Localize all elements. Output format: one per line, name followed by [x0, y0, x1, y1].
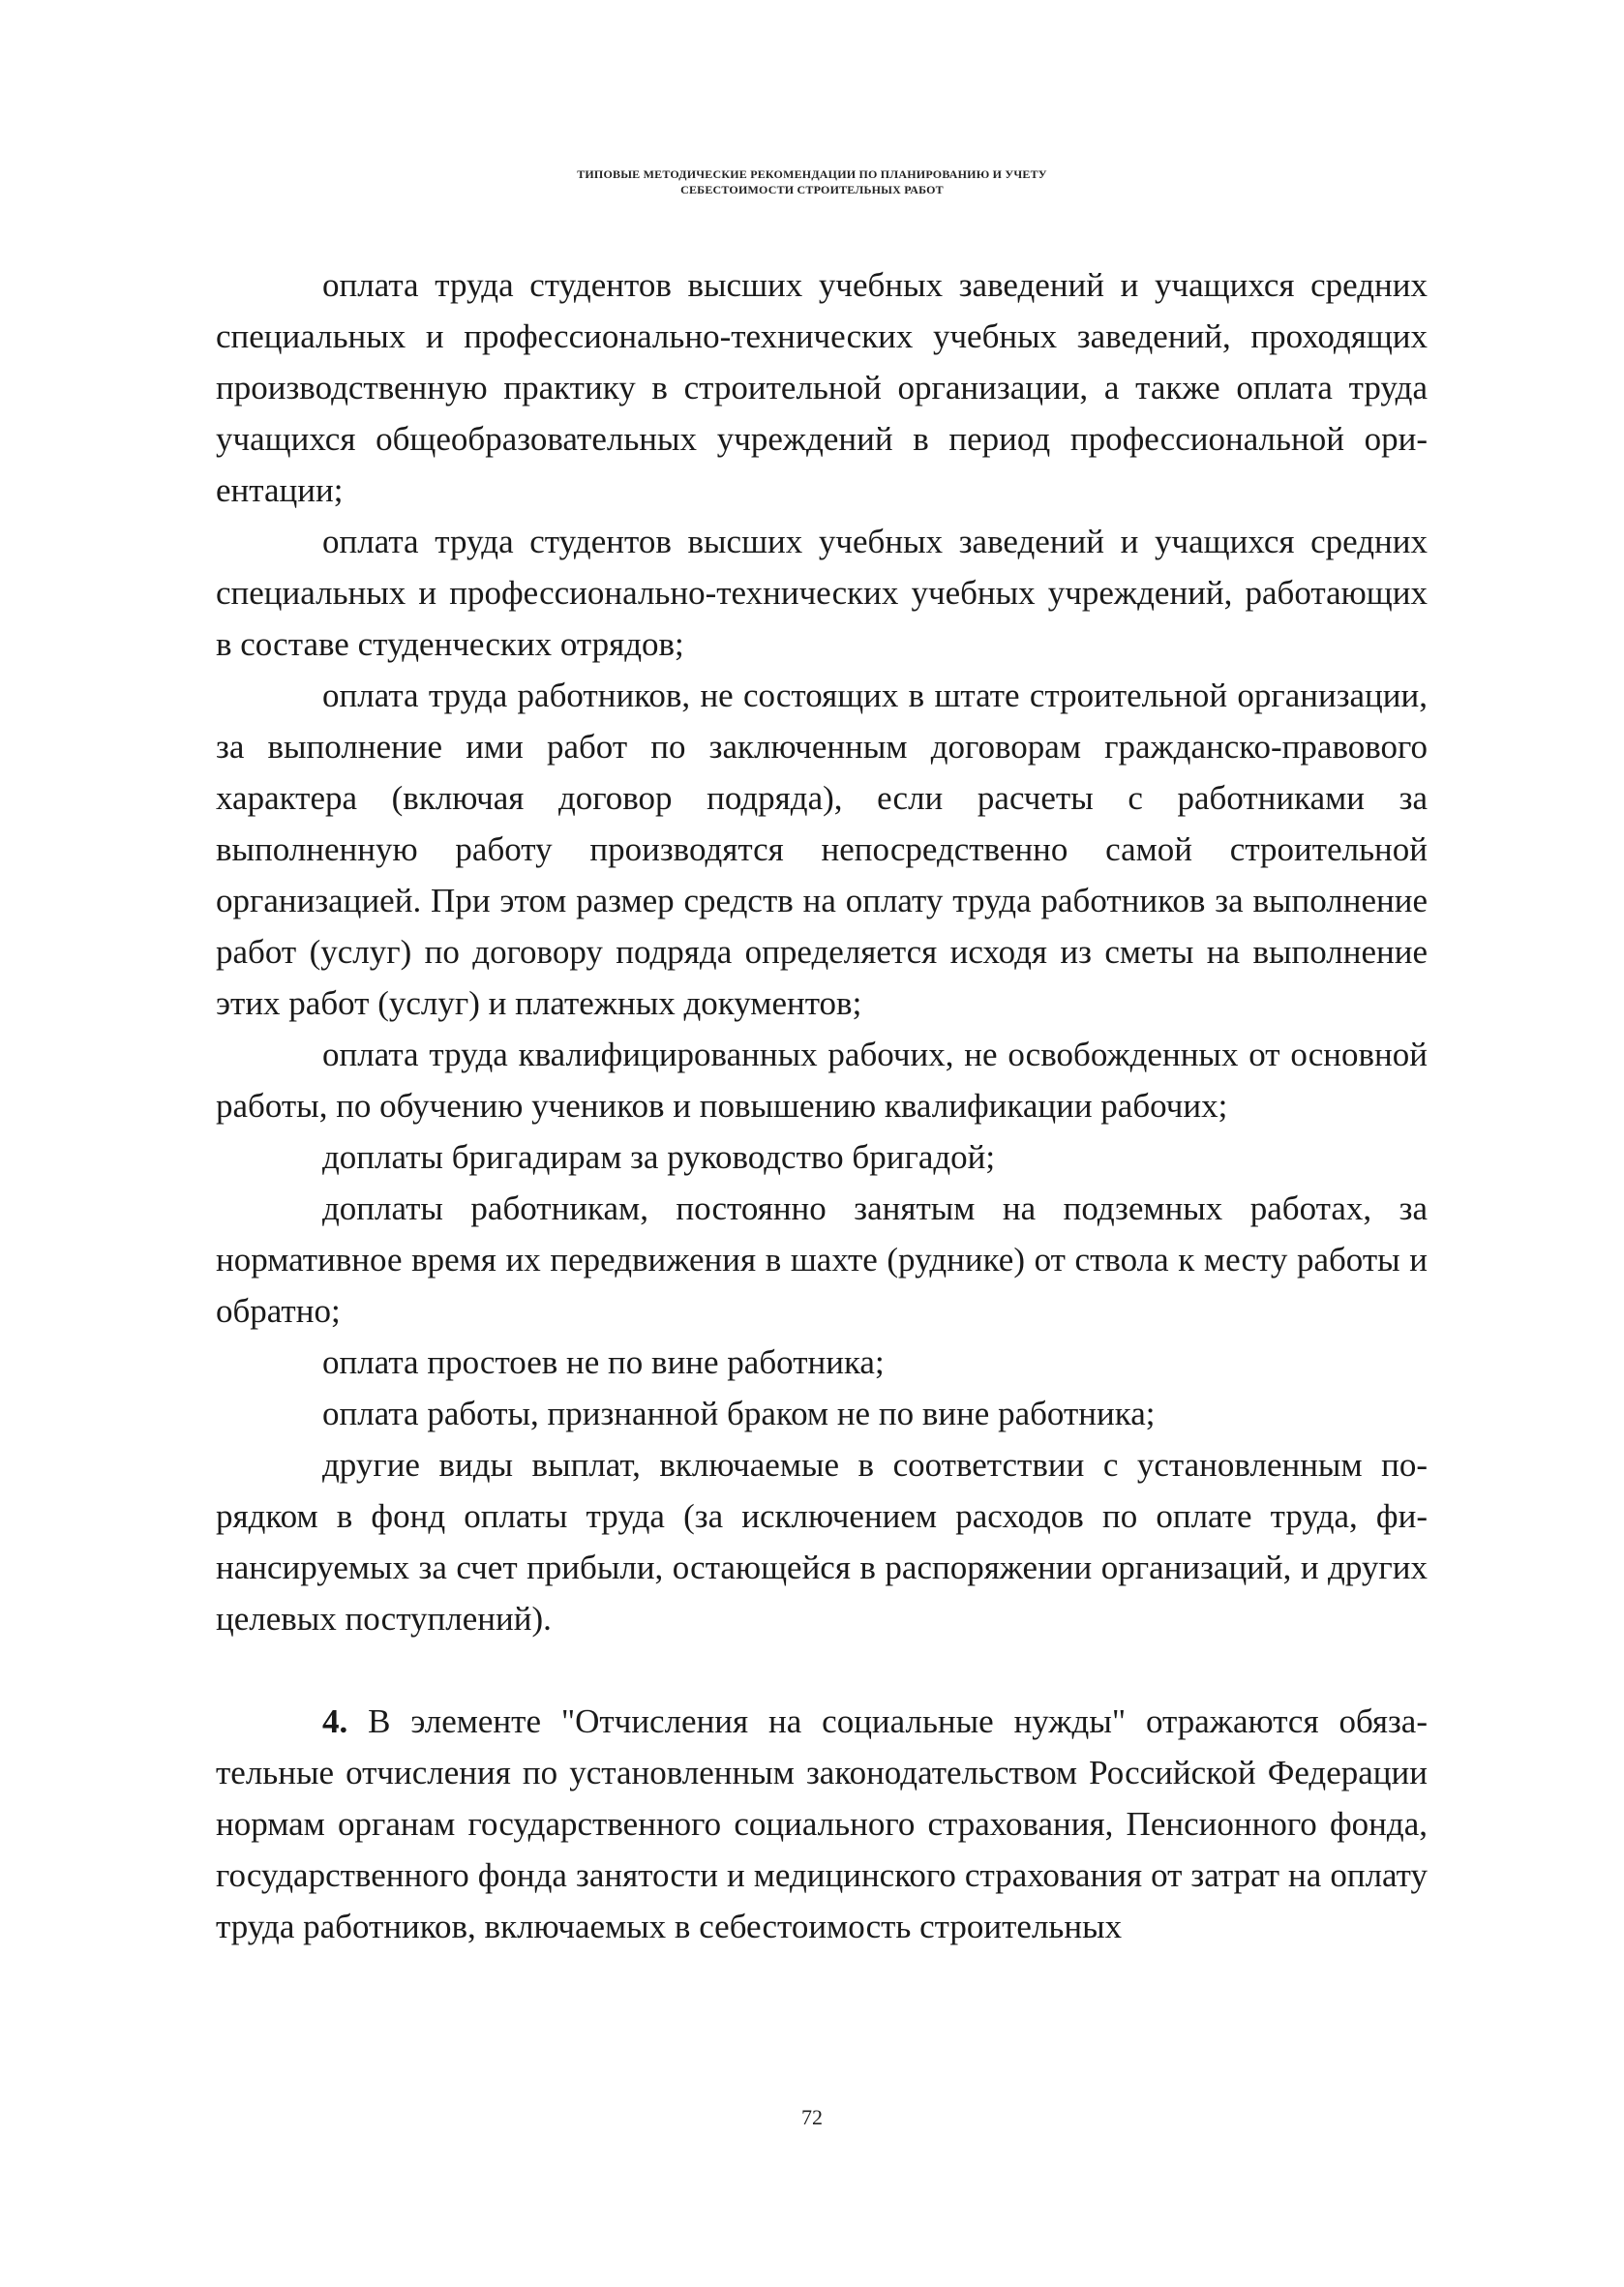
running-header-line-1: ТИПОВЫЕ МЕТОДИЧЕСКИЕ РЕКОМЕНДАЦИИ ПО ПЛАНИРОВАНИЮ И УЧЕТУ: [577, 167, 1047, 181]
paragraph: оплата труда работников, не состоящих в штате строительной организации, за выполнение ими работ по заключенным договорам гражданско-правового характера (включая договор подряда), если расчеты с работниками за выполненную работу производятся непосредственно самой строительной организацией. При этом размер средств на оплату труда работников за выполнение работ (услуг) по договору подряда определяется исходя из сметы на выполнение этих работ (услуг) и платежных документов;: [216, 677, 1428, 1022]
running-header: [0, 166, 1624, 197]
paragraph: оплата труда студентов высших учебных заведений и учащихся средних специальных и профессионально-технических учебных заведений, проходящих производственную практику в строительной организации, а также оплата труда учащихся общеобразовательных учреждений в период профессиональной ориентации;: [216, 266, 1428, 509]
paragraph: доплаты бригадирам за руководство бригадой;: [322, 1138, 996, 1176]
body-text: [216, 259, 1428, 1952]
paragraph: оплата работы, признанной браком не по вине работника;: [322, 1395, 1156, 1432]
running-header-line-2: СЕБЕСТОИМОСТИ СТРОИТЕЛЬНЫХ РАБОТ: [680, 183, 944, 196]
paragraph: оплата труда студентов высших учебных заведений и учащихся средних специальных и профессионально-технических учебных учреждений, работающих в составе студенческих отрядов;: [216, 523, 1428, 663]
section-4-paragraph: [216, 1696, 1428, 1952]
page-number: 72: [801, 2105, 823, 2129]
paragraph: доплаты работникам, постоянно занятым на подземных работах, за нормативное время их передвижения в шахте (руднике) от ствола к месту работы и обратно;: [216, 1189, 1428, 1330]
paragraph: другие виды выплат, включаемые в соответствии с установленным порядком в фонд оплаты труда (за исключением расходов по оплате труда, финансируемых за счет прибыли, остающейся в распоряжении организаций, и других целевых поступлений).: [216, 1446, 1428, 1638]
section-text: В элементе "Отчисления на социальные нужды" отражаются обязательные отчисления по установленным законодательством Российской Федерации нормам органам государственного социального страхования, Пенсионного фонда, государственного фонда занятости и медицинского страхования от затрат на оплату труда работников, включаемых в себестоимость строительных: [216, 1702, 1428, 1945]
section-number: 4.: [322, 1702, 348, 1740]
paragraph: оплата простоев не по вине работника;: [322, 1343, 885, 1381]
paragraph: оплата труда квалифицированных рабочих, не освобожденных от основной работы, по обучению учеников и повышению квалификации рабочих;: [216, 1036, 1428, 1125]
